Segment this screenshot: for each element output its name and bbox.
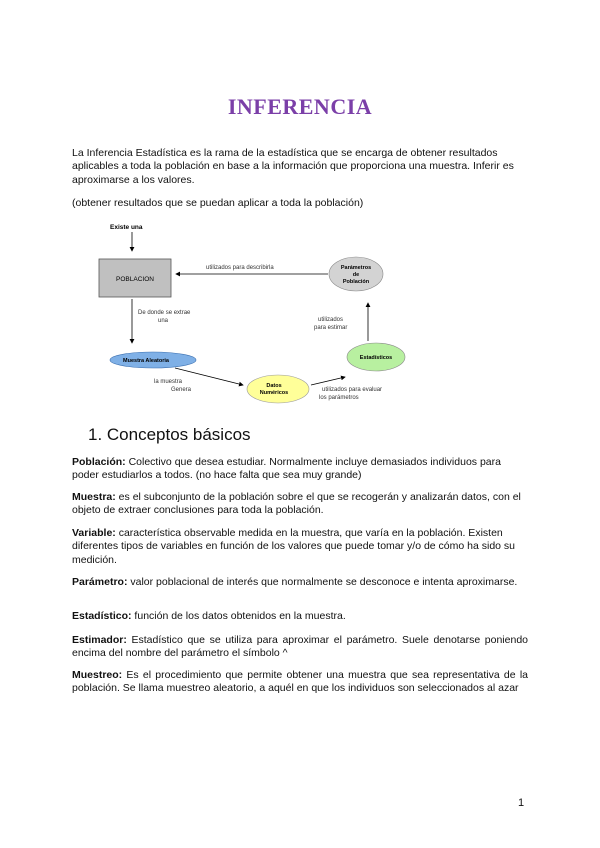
definition-text: característica observable medida en la muestra, que varía en la población. Existen diferentes tipos de variables en función de los valores que puede tomar y/o de cómo ha sido su medición. [72, 527, 516, 566]
definition-text: función de los datos obtenidos en la muestra. [131, 610, 346, 622]
definition-estadistico [72, 610, 528, 623]
datos-line1: Datos [266, 383, 282, 389]
definition-muestreo [72, 669, 528, 696]
page-number: 1 [518, 797, 525, 809]
arrow-datos-estadisticos [311, 377, 345, 385]
muestra-aleatoria-label: Muestra Aleatoria [123, 358, 169, 364]
definition-muestra [72, 491, 528, 518]
de-donde-line1: De donde se extrae [138, 310, 191, 316]
definition-text: Colectivo que desea estudiar. Normalmente incluye demasiados individuos para poder estudiarlos a todos. (no hace falta que sea muy grande) [72, 456, 501, 482]
arrow-muestra-datos [175, 368, 243, 385]
definition-text: Estadístico que se utiliza para aproximar el parámetro. Suele denotarse poniendo encima del nombre del parámetro el símbolo ^ [72, 634, 528, 660]
page-title: INFERENCIA [227, 94, 373, 119]
parametros-line1: Parámetros [340, 265, 372, 271]
utilizados-evaluar-line1: utilizados para evaluar [322, 387, 383, 393]
datos-numericos-ellipse [247, 375, 309, 403]
section-heading: 1. Conceptos básicos [88, 425, 251, 444]
definition-poblacion [72, 456, 528, 483]
utilizados-line2: para estimar [314, 325, 348, 331]
definition-term: Población: [72, 456, 126, 468]
definition-parametro [72, 576, 528, 589]
de-donde-line2: una [158, 318, 169, 324]
note-paragraph: (obtener resultados que se puedan aplicar a toda la población) [72, 197, 364, 209]
intro-paragraph: La Inferencia Estadística es la rama de la estadística que se encarga de obtener resultados aplicables a toda la población en base a la información que proporciona una muestra. Inferir es aproximarse a los valores. [72, 147, 514, 186]
definition-term: Parámetro: [72, 576, 128, 588]
utilizados-line1: utilizados [318, 317, 344, 323]
definition-term: Estadístico: [72, 610, 132, 622]
inference-diagram [0, 215, 600, 415]
poblacion-label: POBLACION [116, 276, 154, 283]
utilizados-evaluar-line2: los parámetros [319, 395, 359, 401]
utilizados-describirla-label: utilizados para describirla [206, 265, 274, 271]
la-muestra-line2: Genera [171, 387, 192, 393]
la-muestra-line1: la muestra [154, 379, 183, 385]
definition-text: valor poblacional de interés que normalmente se desconoce e intenta aproximarse. [127, 576, 518, 588]
definition-term: Estimador: [72, 634, 127, 646]
estadisticos-label: Estadísticos [359, 355, 393, 361]
existe-una-label: Existe una [110, 224, 143, 231]
definition-variable [72, 527, 528, 567]
definition-term: Muestreo: [72, 669, 123, 681]
datos-line2: Numéricos [259, 390, 289, 396]
definition-text: es el subconjunto de la población sobre el que se recogerán y analizarán datos, con el objeto de extraer conclusiones para toda la población. [72, 491, 521, 517]
definition-text: Es el procedimiento que permite obtener una muestra que sea representativa de la población. Se llama muestreo aleatorio, a aquél en que los individuos son seleccionados al azar [72, 669, 528, 695]
parametros-line3: Población [342, 279, 370, 285]
definition-estimador [72, 634, 528, 661]
definition-term: Variable: [72, 527, 116, 539]
parametros-line2: de [352, 272, 360, 278]
definition-term: Muestra: [72, 491, 116, 503]
